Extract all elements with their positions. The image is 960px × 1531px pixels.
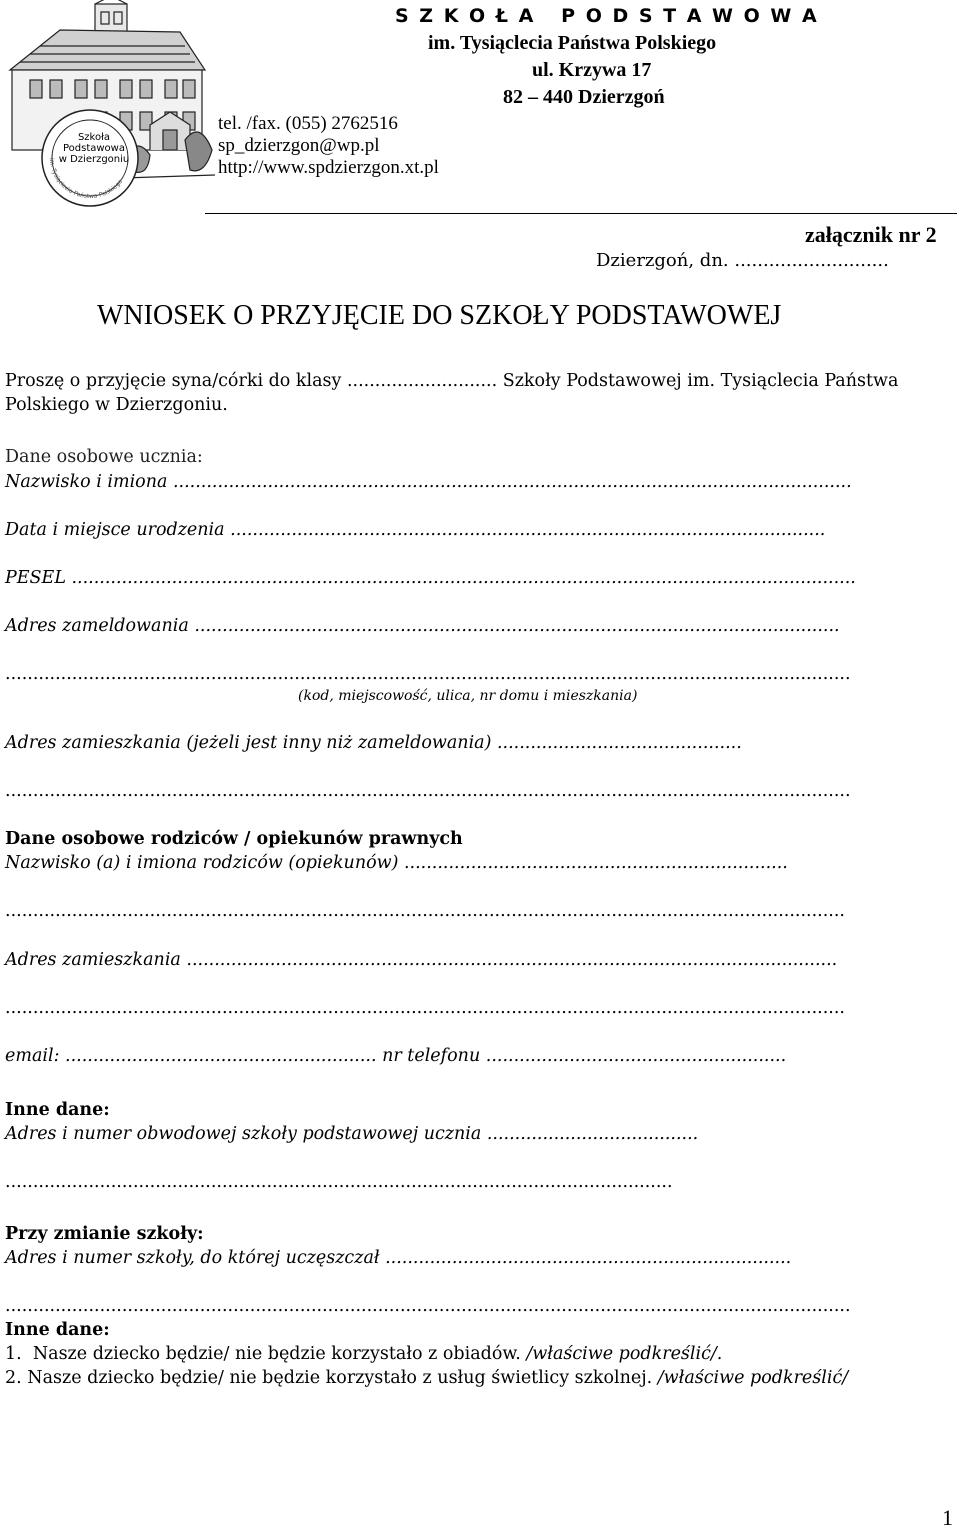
parents-names-cont[interactable]: ....................................................................................................................................................... xyxy=(5,901,845,921)
item-2-note: /właściwe podkreślić/ xyxy=(657,1368,849,1388)
intro-line-2: Polskiego w Dzierzgoniu. xyxy=(5,395,228,415)
student-registered-address-cont[interactable]: ........................................................................................................................................................ xyxy=(5,664,851,684)
student-heading: Dane osobowe ucznia: xyxy=(5,447,203,467)
logo-text-line-3: w Dzierzgoniu xyxy=(58,154,130,165)
school-street: ul. Krzywa 17 xyxy=(532,59,652,81)
school-patron: im. Tysiąclecia Państwa Polskiego xyxy=(428,32,717,54)
student-pesel-field[interactable]: PESEL ............................................................................................................................................. xyxy=(5,568,856,588)
school-website[interactable]: http://www.spdzierzgon.xt.pl xyxy=(218,157,439,178)
school-building-illustration xyxy=(0,0,215,216)
date-line: Dzierzgoń, dn. ........................... xyxy=(596,250,889,271)
item-2 xyxy=(5,1368,848,1388)
other-heading: Inne dane: xyxy=(5,1100,110,1120)
parents-email-phone-field[interactable]: email: ........................................................ nr telefonu ...................................................... xyxy=(5,1046,787,1066)
district-school-field[interactable]: Adres i numer obwodowej szkoły podstawowej ucznia ...................................... xyxy=(5,1124,699,1144)
other2-heading: Inne dane: xyxy=(5,1320,110,1340)
student-name-field[interactable]: Nazwisko i imiona .......................................................................................................................... xyxy=(5,472,852,492)
logo-text xyxy=(56,132,132,165)
student-birth-field[interactable]: Data i miejsce urodzenia ........................................................................................................... xyxy=(5,520,826,540)
student-registered-address-field[interactable]: Adres zameldowania .................................................................................................................... xyxy=(5,616,840,636)
attachment-label: załącznik nr 2 xyxy=(805,222,937,247)
logo-text-line-1: Szkoła xyxy=(77,132,111,143)
parents-address-field[interactable]: Adres zamieszkania ..................................................................................................................... xyxy=(5,950,838,970)
logo-ring-text: im. Tysiąclecia Państwa Polskiego xyxy=(47,157,125,201)
school-email[interactable]: sp_dzierzgon@wp.pl xyxy=(218,135,380,156)
item-2-text[interactable]: 2. Nasze dziecko będzie/ nie będzie korzystało z usług świetlicy szkolnej. xyxy=(5,1368,658,1388)
header-divider xyxy=(205,213,957,214)
transfer-heading: Przy zmianie szkoły: xyxy=(5,1224,204,1244)
school-logo xyxy=(0,0,215,216)
school-phone: tel. /fax. (055) 2762516 xyxy=(218,113,398,134)
student-residence-address-cont[interactable]: ........................................................................................................................................................ xyxy=(5,781,851,801)
address-hint: (kod, miejscowość, ulica, nr domu i mieszkania) xyxy=(298,688,638,704)
previous-school-cont[interactable]: ........................................................................................................................................................ xyxy=(5,1296,851,1316)
item-1-text[interactable]: 1. Nasze dziecko będzie/ nie będzie korzystało z obiadów. xyxy=(5,1344,527,1364)
page-title: WNIOSEK O PRZYJĘCIE DO SZKOŁY PODSTAWOWEJ xyxy=(97,300,782,331)
intro-line-1: Proszę o przyjęcie syna/córki do klasy ........................... Szkoły Podstawowej im. Tysiąclecia Państwa xyxy=(5,371,899,391)
parents-address-cont[interactable]: ....................................................................................................................................................... xyxy=(5,998,845,1018)
page-number: 1 xyxy=(942,1505,953,1530)
student-residence-address-field[interactable]: Adres zamieszkania (jeżeli jest inny niż zameldowania) ............................................ xyxy=(5,733,742,753)
logo-text-line-2: Podstawowa xyxy=(62,143,125,154)
item-1-note: /właściwe podkreślić/. xyxy=(526,1344,723,1364)
parents-heading: Dane osobowe rodziców / opiekunów prawnych xyxy=(5,829,463,849)
school-name: S Z K O Ł A P O D S T A W O W A xyxy=(395,5,819,27)
district-school-cont[interactable]: ........................................................................................................................ xyxy=(5,1172,673,1192)
previous-school-field[interactable]: Adres i numer szkoły, do której uczęszczał ......................................................................... xyxy=(5,1248,792,1268)
parents-names-field[interactable]: Nazwisko (a) i imiona rodziców (opiekunów) ..................................................................... xyxy=(5,853,788,873)
school-postal-city: 82 – 440 Dzierzgoń xyxy=(503,86,665,108)
item-1 xyxy=(5,1344,722,1364)
